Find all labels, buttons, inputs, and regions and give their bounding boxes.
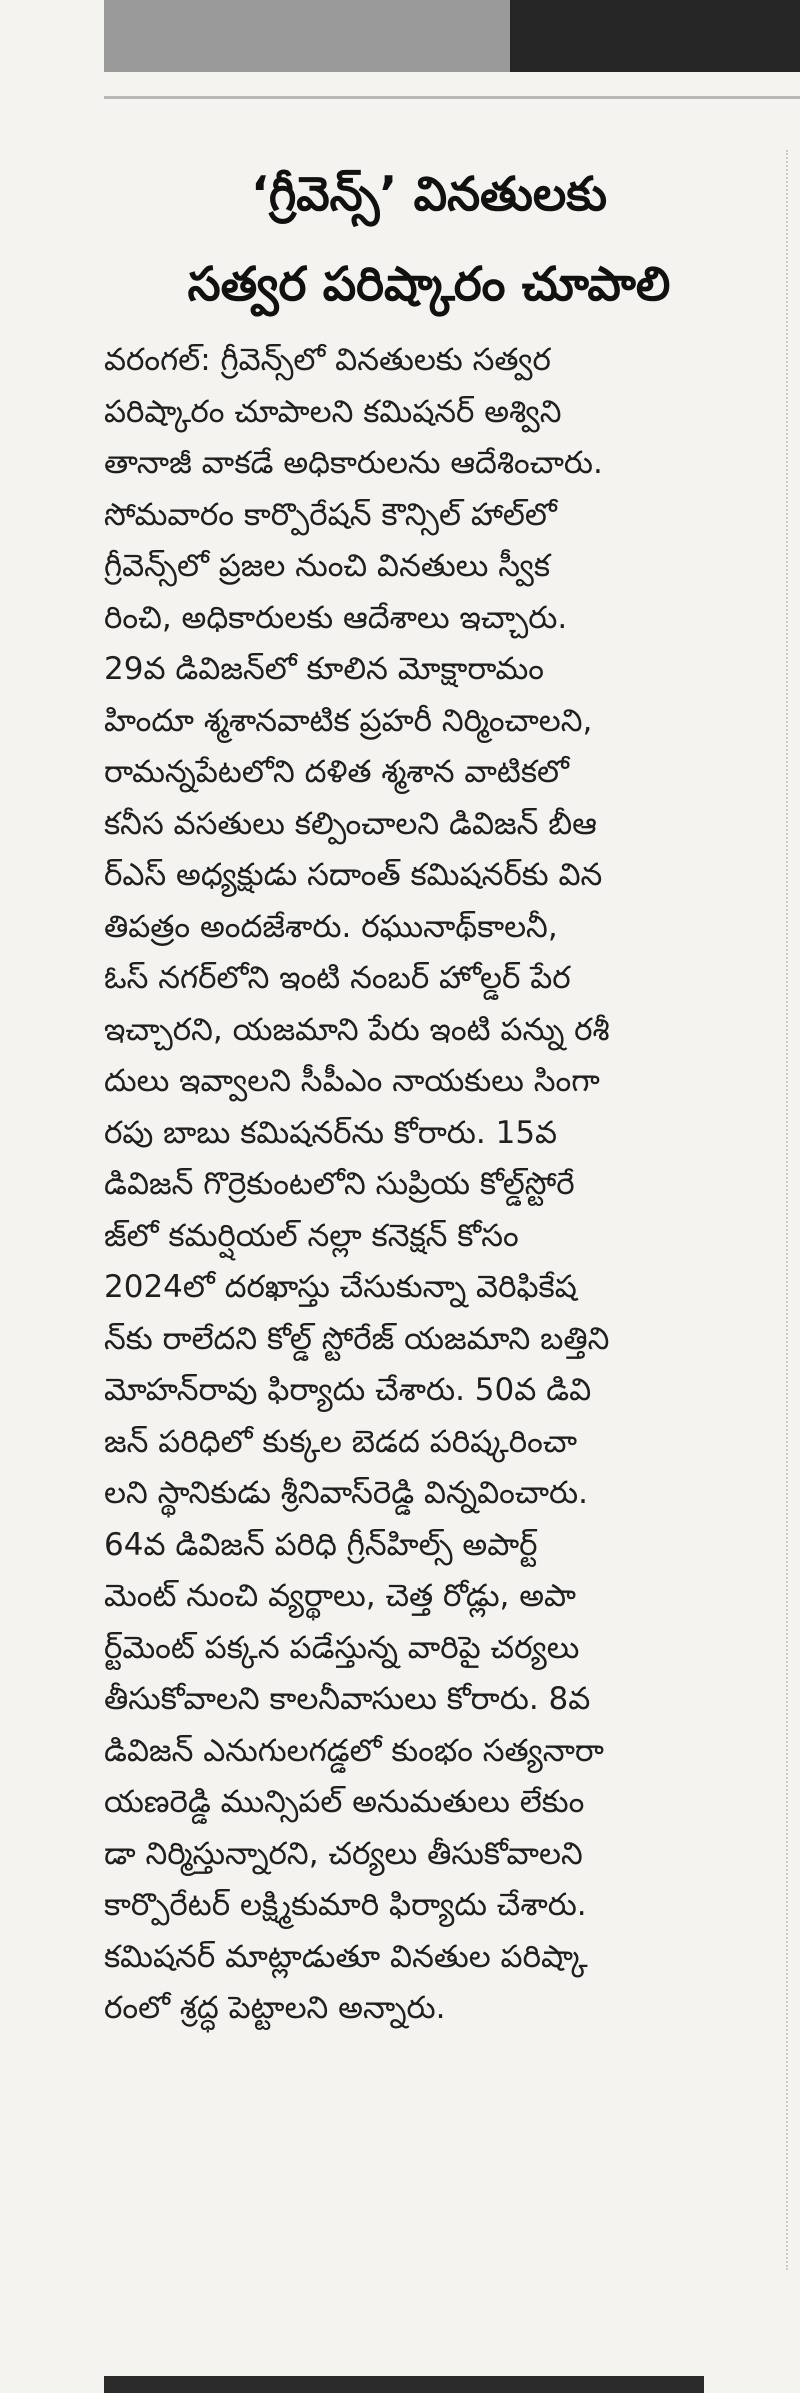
bottom-banner xyxy=(104,2376,704,2393)
article-line: కార్పొరేటర్ లక్ష్మికుమారి ఫిర్యాదు చేశారు. xyxy=(104,1887,587,1923)
article-line: జన్ పరిధిలో కుక్కల బెడద పరిష్కరించా xyxy=(104,1423,578,1460)
article-line: ఓస్ నగర్‌లోని ఇంటి నంబర్ హోల్డర్ పేర xyxy=(104,960,571,996)
top-divider xyxy=(104,96,800,99)
article-line: లని స్థానికుడు శ్రీనివాస్‌రెడ్డి విన్నవించారు. xyxy=(104,1475,588,1511)
article-line: రంలో శ్రద్ధ పెట్టాలని అన్నారు. xyxy=(104,1990,446,2026)
top-banner-dark-block xyxy=(510,0,800,72)
article-line: కమిషనర్ మాట్లాడుతూ వినతుల పరిష్కా xyxy=(104,1938,588,1975)
article-line: రామన్నపేటలోని దళిత శ్మశాన వాటికలో xyxy=(104,754,569,790)
article-line: తానాజీ వాకడే అధికారులను ఆదేశించారు. xyxy=(104,445,603,481)
article-body xyxy=(104,335,754,2035)
article-line: డా నిర్మిస్తున్నారని, చర్యలు తీసుకోవాలని xyxy=(104,1835,583,1872)
headline xyxy=(104,150,754,330)
article-line: 2024లో దరఖాస్తు చేసుకున్నా వెరిఫికేష xyxy=(104,1269,577,1305)
article-line: ఇచ్చారని, యజమాని పేరు ఇంటి పన్ను రశీ xyxy=(104,1011,610,1048)
article-line: జ్‌లో కమర్షియల్ నల్లా కనెక్షన్ కోసం xyxy=(104,1217,519,1254)
article-line: డివిజన్ ఎనుగులగడ్డలో కుంభం సత్యనారా xyxy=(104,1732,604,1769)
headline-line-1: ‘గ్రీవెన్స్’ వినతులకు xyxy=(250,167,608,222)
article-line: వరంగల్: గ్రీవెన్స్‌లో వినతులకు సత్వర xyxy=(104,342,551,378)
article-line: పరిష్కారం చూపాలని కమిషనర్ అశ్విని xyxy=(104,393,562,430)
article-line: గ్రీవెన్స్‌లో ప్రజల నుంచి వినతులు స్వీక xyxy=(104,548,551,584)
article-line: యణరెడ్డి మున్సిపల్ అనుమతులు లేకుం xyxy=(104,1784,585,1820)
article-line: రించి, అధికారులకు ఆదేశాలు ఇచ్చారు. xyxy=(104,599,568,636)
article-line: ర్ట్‌మెంట్ పక్కన పడేస్తున్న వారిపై చర్యలు xyxy=(104,1629,580,1666)
article-line: మోహన్‌రావు ఫిర్యాదు చేశారు. 50వ డివి xyxy=(104,1372,592,1408)
article-line: దులు ఇవ్వాలని సీపీఎం నాయకులు సింగా xyxy=(104,1063,600,1099)
article-line: సోమవారం కార్పొరేషన్ కౌన్సిల్ హాల్‌లో xyxy=(104,496,557,533)
article-line: రపు బాబు కమిషనర్‌ను కోరారు. 15వ xyxy=(104,1114,558,1151)
headline-line-2: సత్వర పరిష్కారం చూపాలి xyxy=(187,257,671,312)
article-line: 64వ డివిజన్ పరిధి గ్రీన్‌హిల్స్ అపార్ట్ xyxy=(104,1526,538,1563)
article-line: మెంట్ నుంచి వ్యర్థాలు, చెత్త రోడ్లు, అపా xyxy=(104,1578,577,1614)
article-line: కనీస వసతులు కల్పించాలని డివిజన్ బీఆ xyxy=(104,805,597,842)
column-divider xyxy=(786,150,790,2270)
article-line: హిందూ శ్మశానవాటిక ప్రహరీ నిర్మించాలని, xyxy=(104,702,593,739)
article-line: 29వ డివిజన్‌లో కూలిన మోక్షారామం xyxy=(104,651,544,687)
article-line: తిపత్రం అందజేశారు. రఘునాథ్‌కాలనీ, xyxy=(104,908,558,945)
article-line: న్‌కు రాలేదని కోల్డ్ స్టోరేజ్ యజమాని బత్తిని xyxy=(104,1320,610,1357)
article-line: డివిజన్ గొర్రెకుంటలోని సుప్రియ కోల్డ్‌స్టోరే xyxy=(104,1166,575,1202)
article-line: ర్‌ఎస్ అధ్యక్షుడు సదాంత్ కమిషనర్‌కు విన xyxy=(104,857,603,893)
article-line: తీసుకోవాలని కాలనీవాసులు కోరారు. 8వ xyxy=(104,1681,591,1717)
